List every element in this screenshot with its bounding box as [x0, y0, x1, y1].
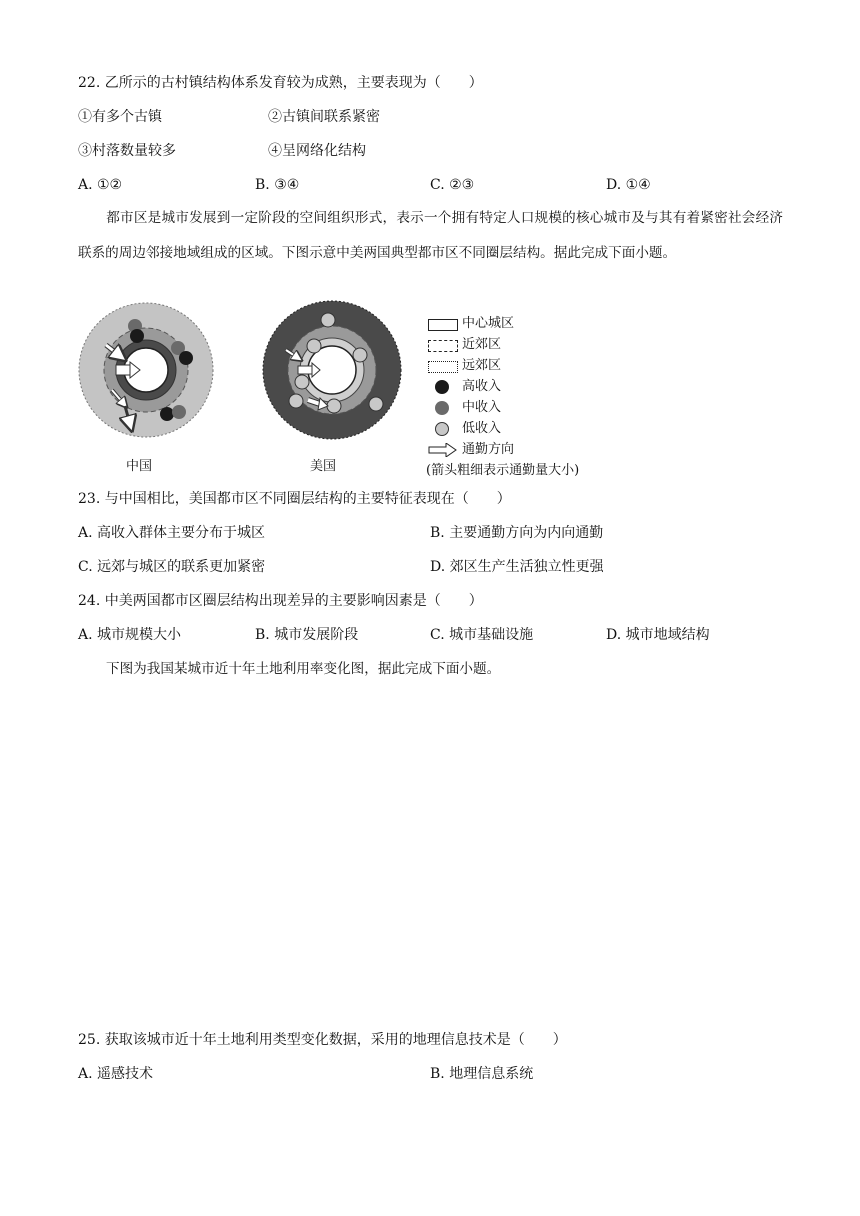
china-diagram: [79, 303, 213, 437]
legend-note: (箭头粗细表示通勤量大小): [426, 463, 580, 478]
q23-option-c: C. 远郊与城区的联系更加紧密: [78, 559, 266, 575]
usa-diagram: [263, 301, 401, 439]
legend-low: 低收入: [428, 419, 501, 439]
q22-statement-4: ④呈网络化结构: [268, 143, 366, 159]
core-swatch-icon: [428, 319, 458, 331]
china-mid-income-dot: [172, 405, 186, 419]
q22-statement-1: ①有多个古镇: [78, 109, 162, 125]
high-income-dot-icon: [435, 380, 449, 394]
usa-low-income-dot: [327, 399, 341, 413]
near-swatch-icon: [428, 340, 458, 352]
china-high-income-dot: [179, 351, 193, 365]
usa-commute-arrow: [298, 366, 312, 374]
usa-low-income-dot: [295, 375, 309, 389]
q25-stem: 25. 获取该城市近十年土地利用类型变化数据，采用的地理信息技术是（ ）: [78, 1032, 567, 1048]
q24-stem: 24. 中美两国都市区圈层结构出现差异的主要影响因素是（ ）: [78, 593, 483, 609]
q22-option-c: C. ②③: [430, 177, 475, 193]
legend-mid: 中收入: [428, 398, 501, 418]
legend-high: 高收入: [428, 377, 501, 397]
china-label: 中国: [126, 459, 153, 474]
q22-stem: 22. 乙所示的古村镇结构体系发育较为成熟，主要表现为（ ）: [78, 75, 483, 91]
q23-option-d: D. 郊区生产生活独立性更强: [430, 559, 604, 575]
intro2-paragraph: 下图为我国某城市近十年土地利用率变化图，据此完成下面小题。: [106, 661, 501, 677]
intro-paragraph: 都市区是城市发展到一定阶段的空间组织形式，表示一个拥有特定人口规模的核心城市及与其有着紧密社会经济联系的周边邻接地域组成的区域。下图示意中美两国典型都市区不同圈层结构。据此完成下面小题。: [78, 210, 783, 261]
usa-low-income-dot: [321, 313, 335, 327]
legend-commute: 通勤方向: [428, 440, 514, 460]
q24-option-a: A. 城市规模大小: [78, 627, 182, 643]
mid-income-dot-icon: [435, 401, 449, 415]
q24-option-d: D. 城市地域结构: [606, 627, 710, 643]
usa-low-income-dot: [369, 397, 383, 411]
legend-near: 近郊区: [428, 335, 501, 355]
q22-option-d: D. ①④: [606, 177, 651, 193]
commute-arrow-icon: [428, 443, 458, 457]
far-swatch-icon: [428, 361, 458, 373]
q22-option-b: B. ③④: [255, 177, 300, 193]
q23-stem: 23. 与中国相比，美国都市区不同圈层结构的主要特征表现在（ ）: [78, 491, 511, 507]
q25-option-a: A. 遥感技术: [78, 1066, 154, 1082]
china-high-income-dot: [130, 329, 144, 343]
usa-label: 美国: [310, 459, 337, 474]
q25-option-b: B. 地理信息系统: [430, 1066, 534, 1082]
usa-low-income-dot: [307, 339, 321, 353]
q24-option-c: C. 城市基础设施: [430, 627, 534, 643]
china-commute-arrow: [116, 365, 130, 375]
legend-core: 中心城区: [428, 314, 514, 334]
low-income-dot-icon: [435, 422, 449, 436]
q22-option-a: A. ①②: [78, 177, 123, 193]
legend-far: 远郊区: [428, 356, 501, 376]
q23-option-b: B. 主要通勤方向为内向通勤: [430, 525, 604, 541]
q24-option-b: B. 城市发展阶段: [255, 627, 359, 643]
china-high-income-dot: [160, 407, 174, 421]
q22-statement-2: ②古镇间联系紧密: [268, 109, 380, 125]
usa-low-income-dot: [353, 348, 367, 362]
q23-option-a: A. 高收入群体主要分布于城区: [78, 525, 266, 541]
usa-low-income-dot: [289, 394, 303, 408]
q22-statement-3: ③村落数量较多: [78, 143, 176, 159]
